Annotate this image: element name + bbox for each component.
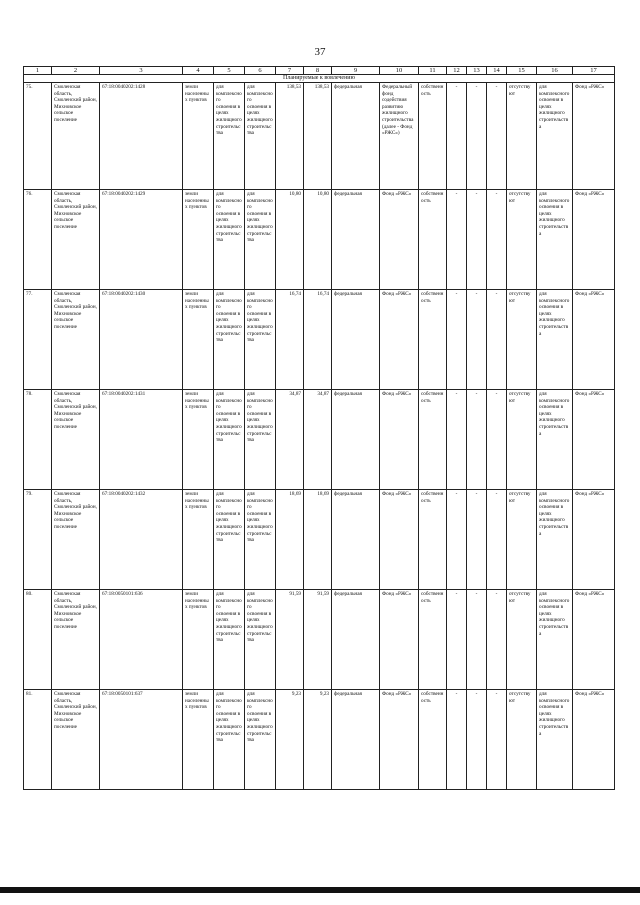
right-type-cell: собственность [419, 490, 447, 590]
table-row [24, 690, 615, 790]
section-header-row [24, 75, 615, 83]
column-number: 7 [276, 67, 304, 75]
column-number: 9 [332, 67, 380, 75]
column-number: 1 [24, 67, 52, 75]
area-cell: 16,74 [304, 290, 332, 390]
right-type-cell: собственность [419, 290, 447, 390]
beneficiary-cell: Фонд «РЖС» [573, 290, 615, 390]
column-number: 16 [537, 67, 573, 75]
empty-cell: - [447, 490, 467, 590]
empty-cell: - [447, 290, 467, 390]
land-registry-table [23, 66, 615, 790]
location-cell: Смоленская область, Смоленский район, Михновское сельское поселение [52, 290, 100, 390]
cadastral-number-cell: 67:18:0040202:1431 [100, 390, 183, 490]
ownership-form-cell: федеральная [332, 190, 380, 290]
cadastral-number-cell: 67:18:0040202:1428 [100, 83, 183, 190]
ownership-form-cell: федеральная [332, 490, 380, 590]
row-number: 76. [24, 190, 52, 290]
land-category-cell: земли населенных пунктов [183, 290, 214, 390]
ownership-form-cell: федеральная [332, 690, 380, 790]
ownership-form-cell: федеральная [332, 390, 380, 490]
empty-cell: - [487, 290, 507, 390]
beneficiary-cell: Фонд «РЖС» [573, 390, 615, 490]
area-cell: 18,69 [304, 490, 332, 590]
right-holder-cell: Федеральный фонд содействия развитию жилищного строительства (далее - Фонд «РЖС») [380, 83, 419, 190]
column-number: 11 [419, 67, 447, 75]
row-number: 81. [24, 690, 52, 790]
right-type-cell: собственность [419, 690, 447, 790]
table-row [24, 190, 615, 290]
empty-cell: - [487, 490, 507, 590]
right-type-cell: собственность [419, 190, 447, 290]
empty-cell: - [447, 83, 467, 190]
beneficiary-cell: Фонд «РЖС» [573, 590, 615, 690]
cadastral-number-cell: 67:18:0050101:636 [100, 590, 183, 690]
planned-use-cell: для комплексного освоения в целях жилищного строительства [537, 83, 573, 190]
permitted-use-cell: для комплексного освоения в целях жилищного строительства [214, 83, 245, 190]
beneficiary-cell: Фонд «РЖС» [573, 190, 615, 290]
location-cell: Смоленская область, Смоленский район, Михновское сельское поселение [52, 83, 100, 190]
empty-cell: - [467, 690, 487, 790]
empty-cell: - [487, 390, 507, 490]
table-row [24, 83, 615, 190]
permitted-use-cell: для комплексного освоения в целях жилищного строительства [214, 690, 245, 790]
area-cell: 10,80 [276, 190, 304, 290]
row-number: 80. [24, 590, 52, 690]
ownership-form-cell: федеральная [332, 290, 380, 390]
land-category-cell: земли населенных пунктов [183, 690, 214, 790]
permitted-use-cell: для комплексного освоения в целях жилищного строительства [245, 290, 276, 390]
land-category-cell: земли населенных пунктов [183, 390, 214, 490]
cadastral-number-cell: 67:18:0040202:1432 [100, 490, 183, 590]
beneficiary-cell: Фонд «РЖС» [573, 490, 615, 590]
area-cell: 34,87 [304, 390, 332, 490]
right-holder-cell: Фонд «РЖС» [380, 490, 419, 590]
row-number: 77. [24, 290, 52, 390]
empty-cell: - [467, 290, 487, 390]
right-holder-cell: Фонд «РЖС» [380, 290, 419, 390]
planned-use-cell: для комплексного освоения в целях жилищного строительства [537, 190, 573, 290]
table-row [24, 390, 615, 490]
empty-cell: - [467, 490, 487, 590]
location-cell: Смоленская область, Смоленский район, Михновское сельское поселение [52, 590, 100, 690]
column-number: 13 [467, 67, 487, 75]
area-cell: 9,23 [276, 690, 304, 790]
planned-use-cell: для комплексного освоения в целях жилищного строительства [537, 290, 573, 390]
encumbrance-cell: отсутствуют [507, 190, 537, 290]
permitted-use-cell: для комплексного освоения в целях жилищного строительства [245, 590, 276, 690]
permitted-use-cell: для комплексного освоения в целях жилищного строительства [214, 190, 245, 290]
area-cell: 91,59 [304, 590, 332, 690]
empty-cell: - [467, 83, 487, 190]
planned-use-cell: для комплексного освоения в целях жилищного строительства [537, 490, 573, 590]
permitted-use-cell: для комплексного освоения в целях жилищного строительства [214, 290, 245, 390]
scan-edge-bar [0, 887, 640, 893]
column-number: 14 [487, 67, 507, 75]
permitted-use-cell: для комплексного освоения в целях жилищного строительства [245, 390, 276, 490]
empty-cell: - [487, 190, 507, 290]
right-holder-cell: Фонд «РЖС» [380, 690, 419, 790]
encumbrance-cell: отсутствуют [507, 690, 537, 790]
cadastral-number-cell: 67:18:0040202:1430 [100, 290, 183, 390]
column-number-row [24, 67, 615, 75]
beneficiary-cell: Фонд «РЖС» [573, 690, 615, 790]
location-cell: Смоленская область, Смоленский район, Михновское сельское поселение [52, 190, 100, 290]
beneficiary-cell: Фонд «РЖС» [573, 83, 615, 190]
planned-use-cell: для комплексного освоения в целях жилищного строительства [537, 390, 573, 490]
empty-cell: - [467, 190, 487, 290]
area-cell: 138,53 [276, 83, 304, 190]
table-row [24, 290, 615, 390]
encumbrance-cell: отсутствуют [507, 290, 537, 390]
section-title: Планируемые к вовлечению [24, 75, 615, 83]
location-cell: Смоленская область, Смоленский район, Михновское сельское поселение [52, 390, 100, 490]
column-number: 12 [447, 67, 467, 75]
right-holder-cell: Фонд «РЖС» [380, 590, 419, 690]
page-number: 37 [314, 46, 326, 58]
table-row [24, 590, 615, 690]
column-number: 10 [380, 67, 419, 75]
right-type-cell: собственность [419, 590, 447, 690]
column-number: 15 [507, 67, 537, 75]
row-number: 78. [24, 390, 52, 490]
column-number: 3 [100, 67, 183, 75]
cadastral-number-cell: 67:18:0040202:1429 [100, 190, 183, 290]
empty-cell: - [467, 390, 487, 490]
land-category-cell: земли населенных пунктов [183, 83, 214, 190]
land-category-cell: земли населенных пунктов [183, 490, 214, 590]
empty-cell: - [487, 590, 507, 690]
table-row [24, 490, 615, 590]
area-cell: 91,59 [276, 590, 304, 690]
column-number: 4 [183, 67, 214, 75]
empty-cell: - [487, 83, 507, 190]
area-cell: 138,53 [304, 83, 332, 190]
column-number: 6 [245, 67, 276, 75]
permitted-use-cell: для комплексного освоения в целях жилищного строительства [214, 490, 245, 590]
area-cell: 34,87 [276, 390, 304, 490]
permitted-use-cell: для комплексного освоения в целях жилищного строительства [245, 83, 276, 190]
permitted-use-cell: для комплексного освоения в целях жилищного строительства [245, 190, 276, 290]
ownership-form-cell: федеральная [332, 590, 380, 690]
permitted-use-cell: для комплексного освоения в целях жилищного строительства [214, 390, 245, 490]
permitted-use-cell: для комплексного освоения в целях жилищного строительства [245, 490, 276, 590]
area-cell: 16,74 [276, 290, 304, 390]
area-cell: 10,80 [304, 190, 332, 290]
encumbrance-cell: отсутствуют [507, 390, 537, 490]
planned-use-cell: для комплексного освоения в целях жилищного строительства [537, 590, 573, 690]
empty-cell: - [447, 190, 467, 290]
right-holder-cell: Фонд «РЖС» [380, 390, 419, 490]
column-number: 2 [52, 67, 100, 75]
right-holder-cell: Фонд «РЖС» [380, 190, 419, 290]
permitted-use-cell: для комплексного освоения в целях жилищного строительства [214, 590, 245, 690]
empty-cell: - [447, 590, 467, 690]
land-category-cell: земли населенных пунктов [183, 190, 214, 290]
encumbrance-cell: отсутствуют [507, 490, 537, 590]
column-number: 17 [573, 67, 615, 75]
permitted-use-cell: для комплексного освоения в целях жилищного строительства [245, 690, 276, 790]
row-number: 79. [24, 490, 52, 590]
land-category-cell: земли населенных пунктов [183, 590, 214, 690]
column-number: 8 [304, 67, 332, 75]
right-type-cell: собственность [419, 83, 447, 190]
empty-cell: - [447, 390, 467, 490]
location-cell: Смоленская область, Смоленский район, Михновское сельское поселение [52, 490, 100, 590]
planned-use-cell: для комплексного освоения в целях жилищного строительства [537, 690, 573, 790]
right-type-cell: собственность [419, 390, 447, 490]
ownership-form-cell: федеральная [332, 83, 380, 190]
encumbrance-cell: отсутствуют [507, 83, 537, 190]
area-cell: 9,23 [304, 690, 332, 790]
empty-cell: - [487, 690, 507, 790]
location-cell: Смоленская область, Смоленский район, Михновское сельское поселение [52, 690, 100, 790]
column-number: 5 [214, 67, 245, 75]
row-number: 75. [24, 83, 52, 190]
cadastral-number-cell: 67:18:0050101:637 [100, 690, 183, 790]
area-cell: 18,69 [276, 490, 304, 590]
empty-cell: - [447, 690, 467, 790]
empty-cell: - [467, 590, 487, 690]
encumbrance-cell: отсутствуют [507, 590, 537, 690]
